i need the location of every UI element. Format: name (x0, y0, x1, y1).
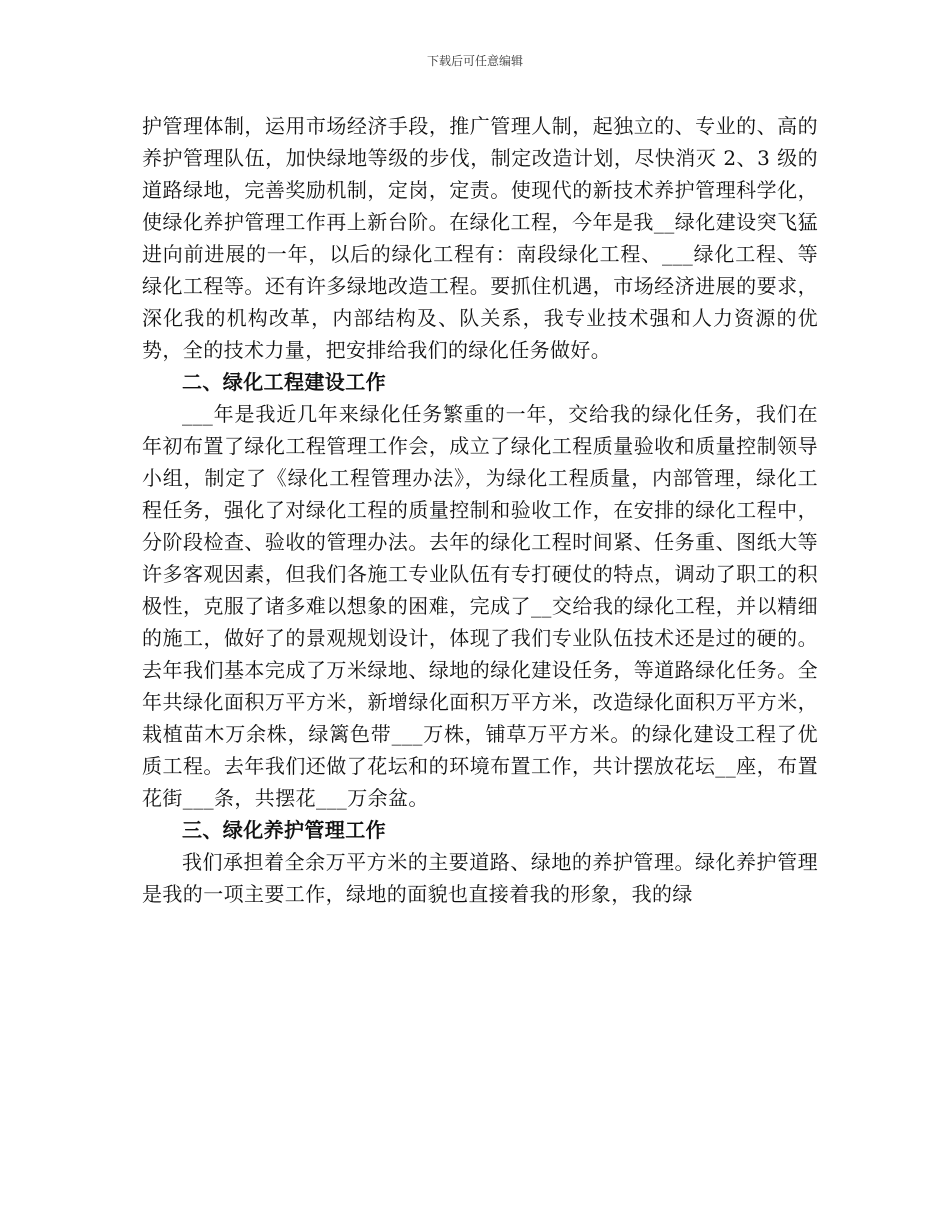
body-paragraph-2: ___年是我近几年来绿化任务繁重的一年，交给我的绿化任务，我们在年初布置了绿化工程管理工作会，成立了绿化工程质量验收和质量控制领导小组，制定了《绿化工程管理办法》，为绿化工程质量，内部管理，绿化工程任务，强化了对绿化工程的质量控制和验收工作，在安排的绿化工程中，分阶段检查、验收的管理办法。去年的绿化工程时间紧、任务重、图纸大等许多客观因素，但我们各施工专业队伍有专打硬仗的特点，调动了职工的积极性，克服了诸多难以想象的困难，完成了__交给我的绿化工程，并以精细的施工，做好了的景观规划设计，体现了我们专业队伍技术还是过的硬的。去年我们基本完成了万米绿地、绿地的绿化建设任务，等道路绿化任务。全年共绿化面积万平方米，新增绿化面积万平方米，改造绿化面积万平方米，栽植苗木万余株，绿篱色带___万株，铺草万平方米。的绿化建设工程了优质工程。去年我们还做了花坛和的环境布置工作，共计摆放花坛__座，布置花街___条，共摆花___万余盆。 (142, 402, 818, 810)
page-header: 下载后可任意编辑 (426, 54, 523, 68)
document-body (142, 110, 818, 910)
section-heading-3: 三、绿化养护管理工作 (182, 818, 386, 842)
section-heading-2: 二、绿化工程建设工作 (182, 370, 386, 394)
body-paragraph-1: 护管理体制，运用市场经济手段，推广管理人制，起独立的、专业的、高的养护管理队伍，加快绿地等级的步伐，制定改造计划，尽快消灭 2、3 级的道路绿地，完善奖励机制，定岗，定责。使现代的新技术养护管理科学化，使绿化养护管理工作再上新台阶。在绿化工程，今年是我__绿化建设突飞猛进向前进展的一年，以后的绿化工程有：南段绿化工程、___绿化工程、等绿化工程等。还有许多绿地改造工程。要抓住机遇，市场经济进展的要求，深化我的机构改革，内部结构及、队关系，我专业技术强和人力资源的优势，全的技术力量，把安排给我们的绿化任务做好。 (142, 114, 818, 362)
body-paragraph-3: 我们承担着全余万平方米的主要道路、绿地的养护管理。绿化养护管理是我的一项主要工作，绿地的面貌也直接着我的形象，我的绿 (142, 850, 818, 906)
